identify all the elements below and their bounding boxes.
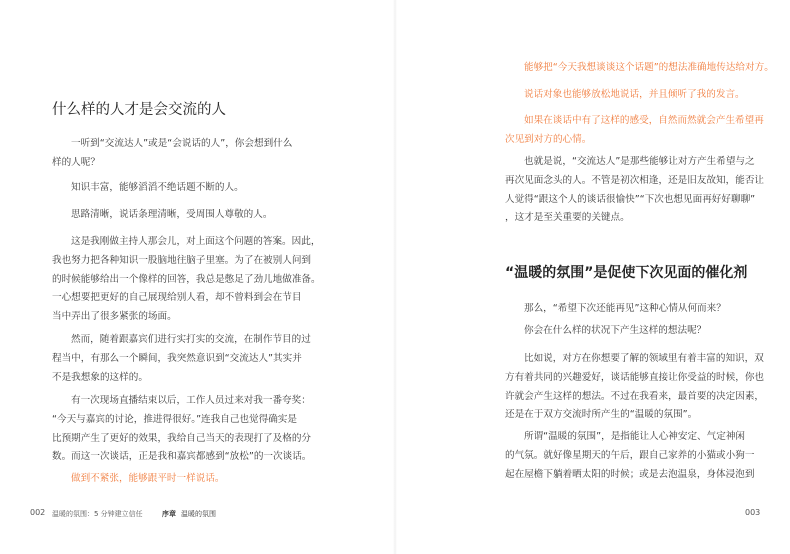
text-line: 不是我想象的这样的。	[52, 371, 148, 383]
text-line: 我也努力把各种知识一股脑地往脑子里塞。为了在被别人问到	[52, 254, 312, 266]
text-line: 这是我刚做主持人那会儿，对上面这个问题的答案。因此，	[71, 236, 321, 247]
paragraph	[52, 135, 292, 173]
text-line: 能够把“今天我想谈谈这个话题”的想法准确地传达给对方。	[524, 62, 774, 73]
paragraph	[505, 153, 764, 228]
page-number: 003	[745, 508, 761, 517]
text-line: 当中弄出了很多紧张的场面。	[52, 311, 177, 323]
text-line: 样的人呢？	[52, 156, 100, 168]
paragraph	[52, 233, 321, 327]
text-line: 一听到“交流达人”或是“会说话的人”，你会想到什么	[71, 138, 293, 149]
section-heading: 什么样的人才是会交流的人	[52, 102, 226, 118]
highlighted-paragraph	[505, 86, 745, 105]
text-line: 的时候能够给出一个像样的回答，我总是憋足了劲儿地做准备。	[52, 273, 321, 285]
paragraph	[505, 350, 764, 425]
text-line: 方有着共同的兴趣爱好，谈话能够直接让你受益的时候，你也	[505, 371, 765, 383]
text-line: 许就会产生这样的想法。不过在我看来，最首要的决定因素，	[505, 390, 765, 402]
text-line: 比如说，对方在你想要了解的领域里有着丰富的知识，双	[524, 353, 764, 364]
text-line: 做到不紧张，能够跟平时一样说话。	[71, 473, 225, 484]
paragraph	[505, 428, 754, 484]
paragraph	[52, 179, 244, 198]
text-line: 所谓“温暖的氛围”，是指能让人心神安定、气定神闲	[524, 431, 746, 442]
page-number: 002	[30, 508, 46, 517]
text-line: 程当中，有那么一个瞬间，我突然意识到“交流达人”其实并	[52, 352, 302, 364]
text-line: 比预期产生了更好的效果，我给自己当天的表现打了及格的分	[52, 432, 312, 444]
text-line: 次见到对方的心情。	[505, 133, 592, 145]
text-line: 思路清晰，说话条理清晰，受周围人尊敬的人。	[71, 209, 273, 220]
text-line: 人觉得“跟这个人的谈话很愉快”“下次也想见面再好好聊聊”	[505, 193, 756, 205]
paragraph	[52, 206, 272, 225]
paragraph	[505, 300, 726, 319]
text-line: ，这才是至关重要的关键点。	[505, 212, 630, 224]
text-line: 一心想要把更好的自己展现给别人看，却不曾料到会在节目	[52, 292, 302, 304]
text-line: “今天与嘉宾的讨论，推进得很好。”连我自己也觉得确实是	[52, 413, 297, 425]
text-line: 数。而这一次谈话，正是我和嘉宾都感到“放松”的一次谈话。	[52, 451, 312, 463]
paragraph	[505, 322, 706, 341]
highlighted-paragraph	[505, 112, 764, 150]
text-line: 的气氛。就好像星期天的午后，跟自己家养的小猫或小狗一	[505, 449, 755, 461]
highlighted-paragraph	[52, 470, 225, 489]
text-line: 那么，“希望下次还能再见”这种心情从何而来？	[524, 303, 726, 314]
text-line: 你会在什么样的状况下产生这样的想法呢？	[524, 325, 707, 336]
right-page	[395, 0, 790, 554]
paragraph	[52, 392, 311, 467]
text-line: 也就是说，“交流达人”是那些能够让对方产生希望与之	[524, 156, 755, 167]
paragraph	[52, 331, 311, 387]
highlighted-paragraph	[505, 59, 774, 78]
text-line: 如果在谈话中有了这样的感受，自然而然就会产生希望再	[524, 115, 764, 126]
text-line: 起在屋檐下躺着晒太阳的时候；或是去泡温泉，身体浸泡到	[505, 468, 755, 480]
text-line: 说话对象也能够放松地说话，并且倾听了我的发言。	[524, 89, 745, 100]
text-line: 知识丰富，能够滔滔不绝话题不断的人。	[71, 182, 244, 193]
section-heading: “温暖的氛围”是促使下次见面的催化剂	[505, 265, 748, 281]
text-line: 然而，随着跟嘉宾们进行实打实的交流，在制作节目的过	[71, 334, 311, 345]
running-footer-section: 温暖的氛围	[181, 510, 216, 518]
text-line: 再次见面念头的人。不管是初次相逢，还是旧友故知，能否让	[505, 174, 765, 186]
running-footer-title: 温暖的氛围：5 分钟建立信任	[52, 510, 143, 518]
text-line: 有一次现场直播结束以后，工作人员过来对我一番夸奖：	[71, 395, 311, 406]
text-line: 还是在于双方交流时所产生的“温暖的氛围”。	[505, 409, 698, 421]
running-footer-chapter: 序章	[162, 510, 176, 518]
